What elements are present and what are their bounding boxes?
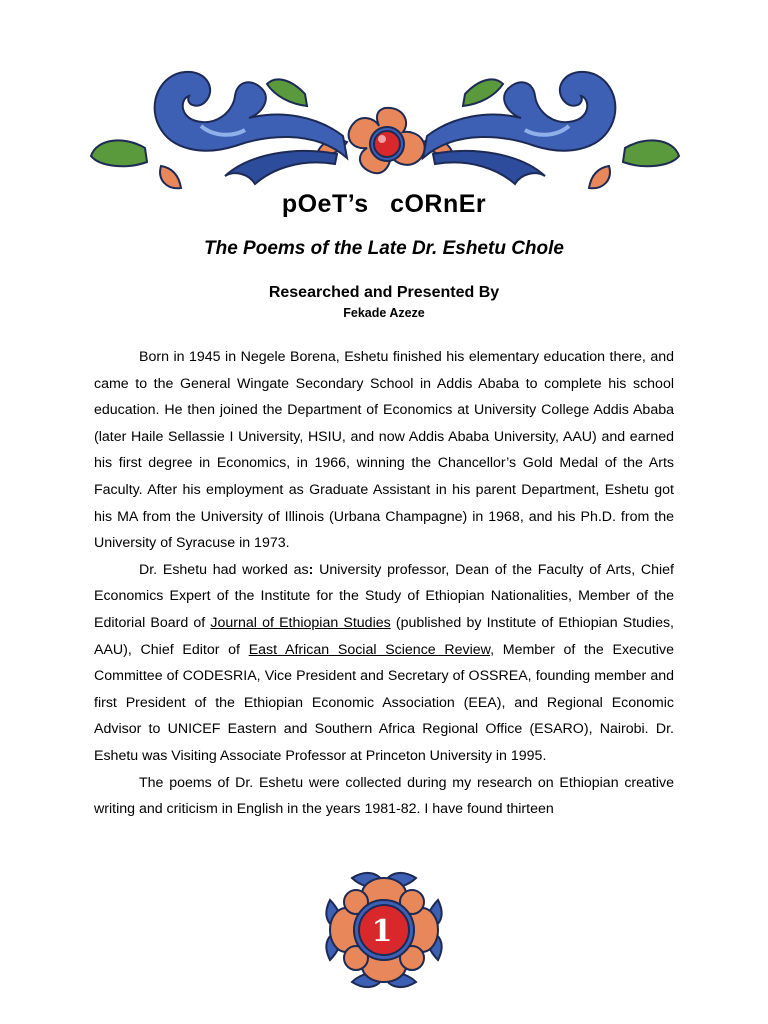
section-title: pOeT’s cORnEr xyxy=(281,190,487,218)
page-number: 1 xyxy=(371,914,393,949)
paragraph-career-text-1: Dr. Eshetu had worked as xyxy=(139,561,309,578)
paragraph-career-text-4: , Member of the Executive Committee of CODESRIA, Vice President and Secretary of OSSREA, founding member and first President of the Ethiopian Economic Association (EEA), and Regional Economic Advisor to UNICEF Eastern and Southern Africa Regional Office (ESARO), Nairobi. Dr. Eshetu was Visiting Associate Professor at Princeton University in 1995. xyxy=(94,641,674,764)
paragraph-career xyxy=(94,557,674,770)
article-title: The Poems of the Late Dr. Eshetu Chole xyxy=(203,238,564,259)
paragraph-poems: The poems of Dr. Eshetu were collected during my research on Ethiopian creative writing and criticism in English in the years 1981-82. I have found thirteen xyxy=(94,774,674,818)
paragraph-career-text-3: (published by Institute of Ethiopian Studies, AAU), Chief Editor of xyxy=(94,614,674,658)
paragraph-career-colon: : xyxy=(308,561,314,578)
article-body xyxy=(94,344,674,823)
decorative-scroll-ornament xyxy=(85,66,685,206)
page-number-emblem xyxy=(322,868,446,992)
journal-title: Journal of Ethiopian Studies xyxy=(210,614,391,631)
author-name: Fekade Azeze xyxy=(343,306,425,320)
byline: Researched and Presented By xyxy=(268,284,500,301)
paragraph-career-text-2: University professor, Dean of the Faculty of Arts, Chief Economics Expert of the Institute for the Study of Ethiopian Nationalities, Member of the Editorial Board of xyxy=(94,561,674,631)
review-title: East African Social Science Review xyxy=(248,641,491,658)
paragraph-biography: Born in 1945 in Negele Borena, Eshetu finished his elementary education there, and came to the General Wingate Secondary School in Addis Ababa to complete his school education. He then joined the Department of Economics at University College Addis Ababa (later Haile Sellassie I University, HSIU, and now Addis Ababa University, AAU) and earned his first degree in Economics, in 1966, winning the Chancellor’s Gold Medal of the Arts Faculty. After his employment as Graduate Assistant in his parent Department, Eshetu got his MA from the University of Illinois (Urbana Champagne) in 1968, and his Ph.D. from the University of Syracuse in 1973. xyxy=(94,349,674,552)
